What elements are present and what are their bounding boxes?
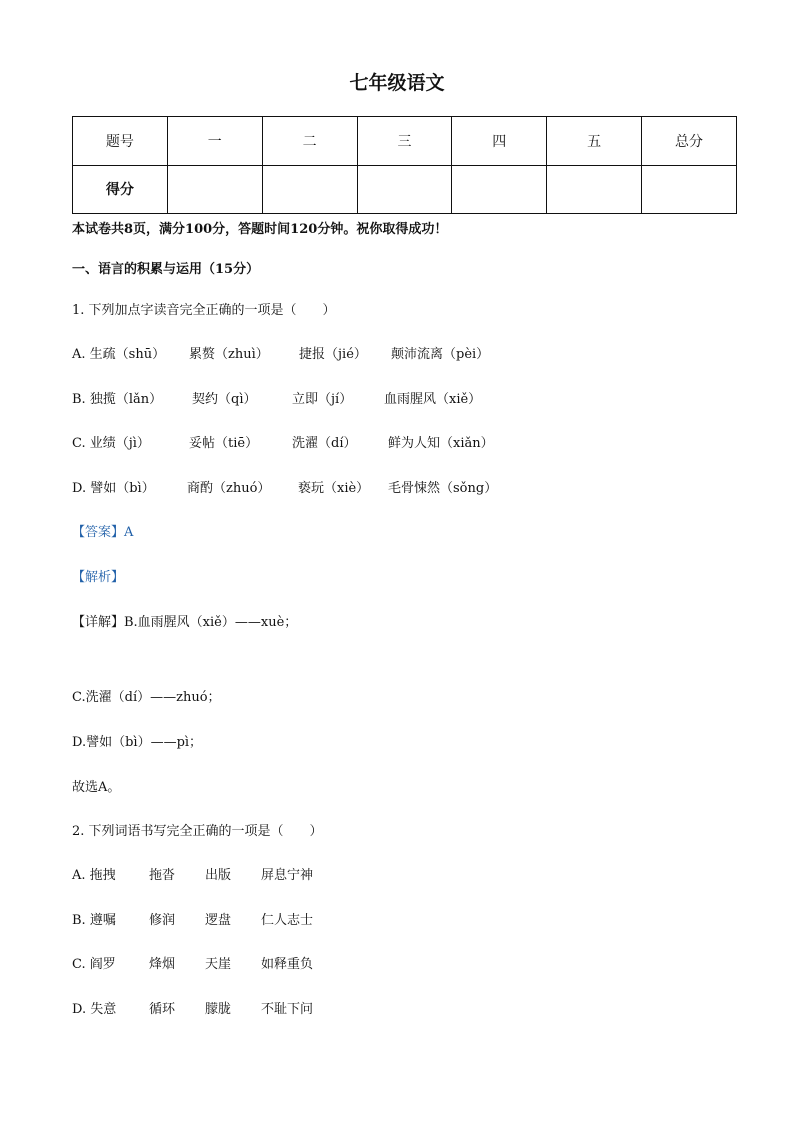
detail-line: D.譬如（bì）——pì；	[72, 735, 203, 750]
option-item: 屏息宁神	[261, 868, 314, 883]
option-item: 烽烟	[149, 957, 176, 972]
option-item: 如释重负	[261, 957, 314, 972]
option-item: 修润	[149, 913, 176, 928]
option-item: 出版	[205, 868, 232, 883]
score-input-cell[interactable]	[547, 165, 642, 214]
exam-intro: 本试卷共8页，满分100分，答题时间120分钟。祝你取得成功！	[72, 222, 448, 237]
option-item: A. 拖拽	[72, 868, 116, 883]
option-item: 逻盘	[205, 913, 232, 928]
option-item: D. 譬如（bì）	[72, 481, 155, 496]
option-item: B. 遵嘱	[72, 913, 116, 928]
score-input-cell[interactable]	[357, 165, 452, 214]
option-item: 朦胧	[205, 1002, 232, 1017]
score-table-header-row	[73, 117, 737, 166]
score-header-cell: 二	[262, 117, 357, 166]
answer-tag: 【答案】A	[72, 525, 134, 540]
option-item: 鲜为人知（xiǎn）	[388, 436, 494, 451]
score-input-cell[interactable]	[452, 165, 547, 214]
option-item: 契约（qì）	[192, 392, 257, 407]
score-table	[72, 116, 737, 214]
option-item: 捷报（jié）	[299, 347, 367, 362]
score-header-cell: 四	[452, 117, 547, 166]
option-item: C. 阎罗	[72, 957, 116, 972]
option-item: 商酌（zhuó）	[187, 481, 271, 496]
score-header-cell: 总分	[642, 117, 737, 166]
option-item: 颠沛流离（pèi）	[391, 347, 490, 362]
score-header-cell: 一	[167, 117, 262, 166]
option-item: 亵玩（xiè）	[298, 481, 370, 496]
detail-line: C.洗濯（dí）——zhuó；	[72, 690, 221, 705]
score-input-cell[interactable]	[262, 165, 357, 214]
conclusion-line: 故选A。	[72, 780, 121, 795]
option-item: 累赘（zhuì）	[189, 347, 269, 362]
option-item: 不耻下问	[261, 1002, 314, 1017]
score-header-cell: 题号	[73, 117, 168, 166]
option-item: 血雨腥风（xiě）	[384, 392, 482, 407]
option-item: 妥帖（tiē）	[189, 436, 259, 451]
analysis-tag: 【解析】	[72, 570, 125, 585]
detail-line: 【详解】B.血雨腥风（xiě）——xuè；	[72, 615, 298, 630]
option-item: D. 失意	[72, 1002, 117, 1017]
score-header-cell: 五	[547, 117, 642, 166]
question-1-stem: 1. 下列加点字读音完全正确的一项是（ ）	[72, 303, 336, 318]
score-input-cell[interactable]	[167, 165, 262, 214]
option-item: B. 独揽（lǎn）	[72, 392, 163, 407]
option-item: 立即（jí）	[292, 392, 353, 407]
option-item: 毛骨悚然（sǒng）	[388, 481, 498, 496]
option-item: C. 业绩（jì）	[72, 436, 150, 451]
score-input-cell[interactable]	[642, 165, 737, 214]
option-item: 仁人志士	[261, 913, 314, 928]
section-heading: 一、语言的积累与运用（15分）	[72, 262, 260, 277]
option-item: 循环	[149, 1002, 176, 1017]
option-item: 天崖	[205, 957, 232, 972]
score-row-label: 得分	[73, 165, 168, 214]
option-item: A. 生疏（shū）	[72, 347, 166, 362]
score-header-cell: 三	[357, 117, 452, 166]
option-item: 拖沓	[149, 868, 176, 883]
question-2-stem: 2. 下列词语书写完全正确的一项是（ ）	[72, 824, 323, 839]
score-table-score-row	[73, 165, 737, 214]
option-item: 洗濯（dí）	[292, 436, 357, 451]
page-title: 七年级语文	[349, 72, 445, 94]
